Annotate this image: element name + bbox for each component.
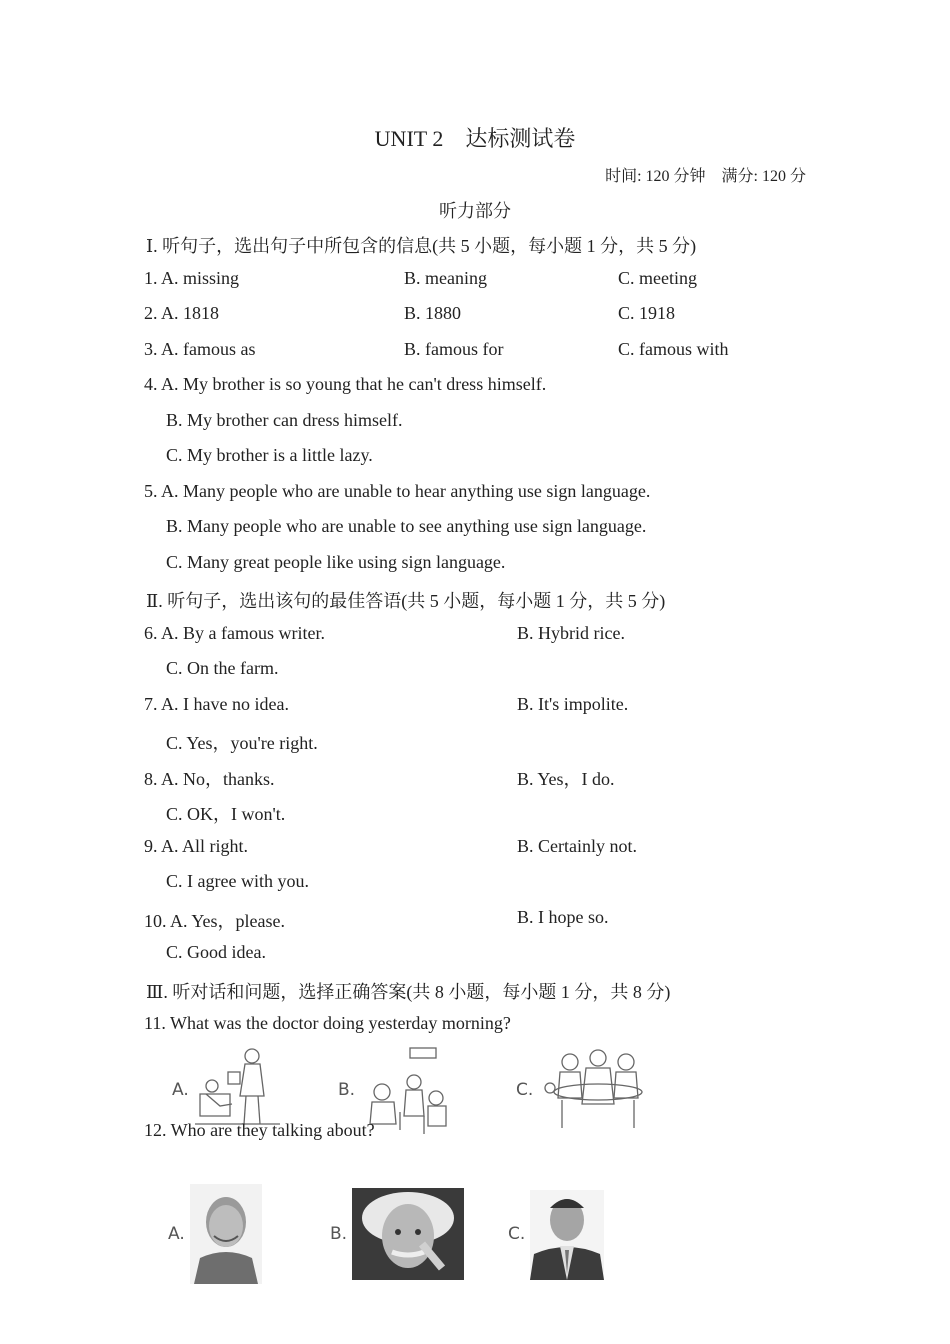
q5-option-a: 5. A. Many people who are unable to hear anything use sign language. xyxy=(144,481,651,501)
q6-option-c: C. On the farm. xyxy=(166,658,279,678)
q5-option-b: B. Many people who are unable to see anything use sign language. xyxy=(166,516,647,536)
q7-option-c: C. Yes，you're right. xyxy=(166,733,318,753)
q9-option-b: B. Certainly not. xyxy=(517,836,637,856)
q4-option-b: B. My brother can dress himself. xyxy=(166,410,403,430)
q2-option-a: 2. A. 1818 xyxy=(144,303,220,323)
q11-question: 11. What was the doctor doing yesterday morning? xyxy=(144,1013,511,1033)
q1-option-b: B. meaning xyxy=(404,268,487,288)
q10-option-a: 10. A. Yes，please. xyxy=(144,911,286,931)
surgery-operation-image xyxy=(540,1048,658,1132)
time-info: 时间: 120 分钟 满分: 120 分 xyxy=(605,168,806,185)
q10-option-c: C. Good idea. xyxy=(166,942,266,962)
q8-option-b: B. Yes，I do. xyxy=(517,769,615,789)
q6-option-b: B. Hybrid rice. xyxy=(517,623,625,643)
part-title: 听力部分 xyxy=(439,201,511,221)
q8-option-a: 8. A. No，thanks. xyxy=(144,769,275,789)
q3-option-c: C. famous with xyxy=(618,339,729,359)
q12-label-c: C. xyxy=(508,1224,526,1244)
q5-option-c: C. Many great people like using sign language. xyxy=(166,552,506,572)
q1-option-a: 1. A. missing xyxy=(144,268,240,288)
q6-option-a: 6. A. By a famous writer. xyxy=(144,623,325,643)
doctor-with-patients-image xyxy=(360,1046,460,1136)
q3-option-b: B. famous for xyxy=(404,339,504,359)
q12-label-a: A. xyxy=(168,1224,185,1244)
portrait-photo-b xyxy=(352,1188,464,1280)
q9-option-c: C. I agree with you. xyxy=(166,871,309,891)
page-title: UNIT 2 达标测试卷 xyxy=(374,126,576,151)
q1-option-c: C. meeting xyxy=(618,268,697,288)
q2-option-b: B. 1880 xyxy=(404,303,462,323)
q4-option-a: 4. A. My brother is so young that he can't dress himself. xyxy=(144,374,547,394)
section1-heading: Ⅰ. 听句子，选出句子中所包含的信息(共 5 小题，每小题 1 分，共 5 分) xyxy=(146,236,697,256)
q9-option-a: 9. A. All right. xyxy=(144,836,249,856)
section2-heading: Ⅱ. 听句子，选出该句的最佳答语(共 5 小题，每小题 1 分，共 5 分) xyxy=(146,591,666,611)
q7-option-b: B. It's impolite. xyxy=(517,694,629,714)
q3-option-a: 3. A. famous as xyxy=(144,339,256,359)
q4-option-c: C. My brother is a little lazy. xyxy=(166,445,373,465)
q2-option-c: C. 1918 xyxy=(618,303,676,323)
q11-label-c: C. xyxy=(516,1080,534,1100)
section3-heading: Ⅲ. 听对话和问题，选择正确答案(共 8 小题，每小题 1 分，共 8 分) xyxy=(146,982,671,1002)
q7-option-a: 7. A. I have no idea. xyxy=(144,694,289,714)
q12-label-b: B. xyxy=(330,1224,348,1244)
q12-question: 12. Who are they talking about? xyxy=(144,1120,375,1140)
portrait-photo-a xyxy=(190,1184,262,1284)
q10-option-b: B. I hope so. xyxy=(517,907,609,927)
q11-label-b: B. xyxy=(338,1080,356,1100)
portrait-photo-c xyxy=(530,1190,604,1280)
q8-option-c: C. OK，I won't. xyxy=(166,804,286,824)
q11-label-a: A. xyxy=(172,1080,189,1100)
